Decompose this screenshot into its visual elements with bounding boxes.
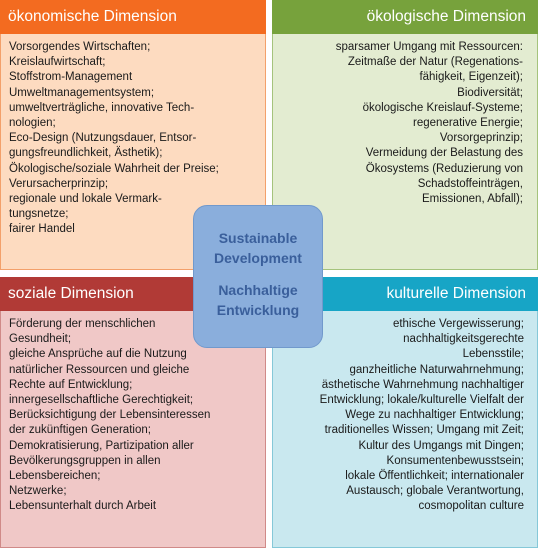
center-spacer [194, 268, 322, 280]
ecological-item: Schadstoffeinträgen, [417, 177, 523, 190]
social-item: natürlicher Ressourcen und gleiche [9, 363, 190, 376]
cultural-item: traditionelles Wissen; Umgang mit Zeit; [324, 424, 524, 437]
cultural-item: cosmopolitan culture [418, 500, 524, 513]
ecological-item: Ökosystems (Reduzierung von [365, 162, 523, 175]
cultural-item: Lebensstile; [462, 348, 524, 361]
social-item: Bevölkerungsgruppen in allen [9, 454, 161, 467]
economic-item: Stoffstrom-Management [9, 71, 133, 84]
ecological-item: Biodiversität; [457, 86, 523, 99]
economic-item: tungsnetze; [9, 208, 69, 221]
cultural-item: lokale Öffentlichkeit; internationaler [345, 470, 524, 483]
social-item: Förderung der menschlichen [9, 318, 156, 330]
economic-item: Umweltmanagementsystem; [9, 86, 155, 99]
ecological-dimension-title: ökologische Dimension [272, 0, 538, 34]
economic-item: Verursacherprinzip; [9, 177, 109, 190]
cultural-item: Kultur des Umgangs mit Dingen; [358, 439, 524, 452]
economic-item: Ökologische/soziale Wahrheit der Preise; [9, 162, 219, 175]
center-english-line-2: Development [214, 250, 302, 266]
social-item: Demokratisierung, Partizipation aller [9, 439, 194, 452]
cultural-item: Konsumentenbewusstsein; [386, 454, 524, 467]
ecological-item: regenerative Energie; [413, 117, 523, 130]
social-item: Netzwerke; [9, 485, 67, 498]
social-item: innergesellschaftliche Gerechtigkeit; [9, 394, 194, 407]
economic-item: gungsfreundlichkeit, Ästhetik); [9, 147, 163, 160]
cultural-dimension-title: kulturelle Dimension [272, 277, 538, 311]
ecological-item: Zeitmaße der Natur (Regenations- [347, 56, 523, 69]
economic-dimension-title: ökonomische Dimension [0, 0, 266, 34]
social-item: Berücksichtigung der Lebensinteressen [9, 409, 211, 422]
cultural-item: nachhaltigkeitsgerechte [403, 333, 524, 346]
cultural-item: Wege zu nachhaltiger Entwicklung; [345, 409, 524, 422]
ecological-item: fähigkeit, Eigenzeit); [419, 71, 523, 84]
center-english-line-1: Sustainable [218, 230, 298, 246]
cultural-item: Entwicklung; lokale/kulturelle Vielfalt der [319, 394, 524, 407]
cultural-item: ethische Vergewisserung; [392, 318, 524, 330]
ecological-item: Emissionen, Abfall); [422, 193, 523, 206]
economic-item: regionale und lokale Vermark- [9, 193, 162, 206]
economic-item: Kreislaufwirtschaft; [9, 56, 106, 69]
cultural-item: Austausch; globale Verantwortung, [346, 485, 524, 498]
social-item: Rechte auf Entwicklung; [9, 378, 133, 391]
ecological-item: Vermeidung der Belastung des [365, 147, 523, 160]
sustainable-development-center [193, 205, 323, 348]
social-item: Gesundheit; [9, 333, 72, 346]
social-item: Lebensbereichen; [9, 470, 101, 483]
economic-item: fairer Handel [9, 223, 75, 236]
ecological-item: ökologische Kreislauf-Systeme; [362, 101, 523, 114]
center-german-line-2: Entwicklung [216, 302, 300, 318]
cultural-item: ganzheitliche Naturwahrnehmung; [349, 363, 524, 376]
social-item: Lebensunterhalt durch Arbeit [9, 500, 157, 513]
social-item: gleiche Ansprüche auf die Nutzung [9, 348, 187, 361]
economic-item: Vorsorgendes Wirtschaften; [9, 41, 151, 53]
ecological-item: sparsamer Umgang mit Ressourcen: [335, 41, 523, 53]
center-german-line-1: Nachhaltige [218, 282, 298, 298]
social-item: der zukünftigen Generation; [9, 424, 151, 437]
economic-item: nologien; [9, 117, 56, 130]
economic-item: umweltverträgliche, innovative Tech- [9, 101, 195, 114]
economic-item: Eco-Design (Nutzungsdauer, Entsor- [9, 132, 197, 145]
ecological-item: Vorsorgeprinzip; [439, 132, 523, 145]
social-dimension-title: soziale Dimension [0, 277, 266, 311]
cultural-item: ästhetische Wahrnehmung nachhaltiger [321, 378, 524, 391]
